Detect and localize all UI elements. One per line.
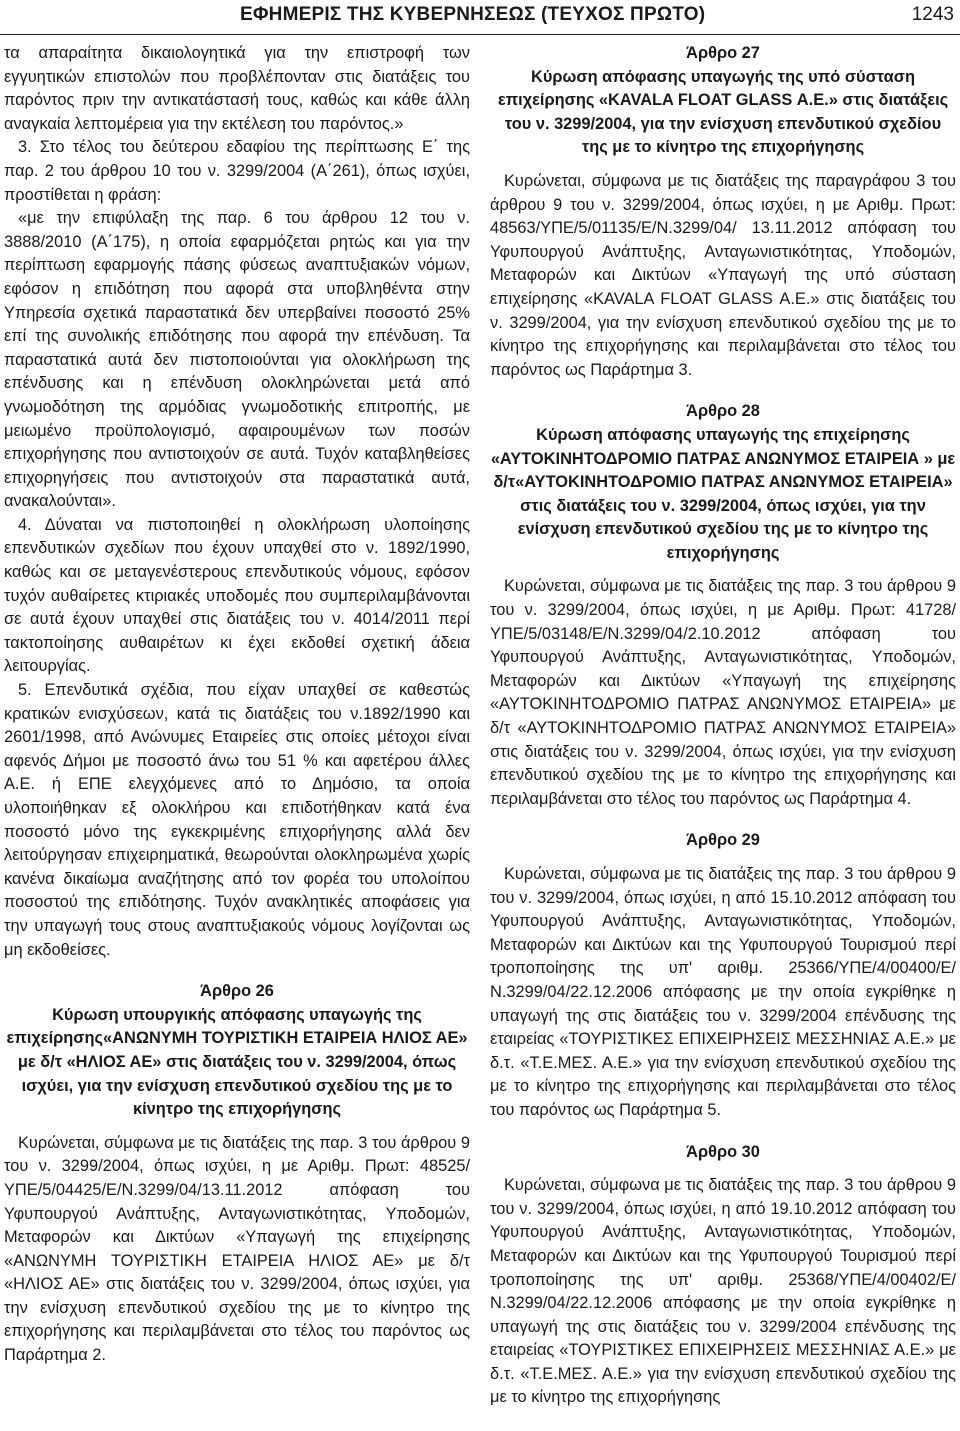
paragraph-continuation: τα απαραίτητα δικαιολογητικά για την επιστροφή των εγγυητικών επιστολών που προβλέπονταν στις διατάξεις του παρόντος πριν την αντικατάστασή τους, καθώς και κάθε άλλη αναγκαία λεπτομέρεια για την εκτέλεση του παρόντος.» [4, 44, 470, 133]
page-header [0, 0, 960, 35]
quoted-amendment: «με την επιφύλαξη της παρ. 6 του άρθρου 12 του ν. 3888/2010 (Α΄175), η οποία εφαρμόζεται ρητώς και για την περίπτωση εφαρμογής πάσης φύσεως αναπτυξιακών νόμων, εφόσον η επιδότηση που αφορά στα υποβληθέντα στην Υπηρεσία σχετικά παραστατικά δεν υπερβαίνει ποσοστό 25% επί της συνολικής επιδότησης που αφορά την επένδυση. Τα παραστατικά αυτά δεν πιστοποιούνται για ολοκλήρωση της επένδυσης και η επένδυση ολοκληρώνεται μετά από γνωμοδότηση της αρμόδιας γνωμοδοτικής επιτροπής, με μειωμένο προϋπολογισμό, αφαιρουμένων των ποσών επιχορήγησης που αντιστοιχούν σε αυτά. Τυχόν καταβληθείσες επιχορηγήσεις που αντιστοιχούν στα παραστατικά αυτά, ανακαλούνται». [4, 209, 470, 511]
article-27-title: Άρθρο 27 [686, 44, 760, 62]
article-26-title: Άρθρο 26 [200, 982, 274, 1001]
article-26 [4, 980, 470, 1122]
article-26-subject: Κύρωση υπουργικής απόφασης υπαγωγής της επιχείρησης«ΑΝΩΝΥΜΗ ΤΟΥΡΙΣΤΙΚΗ ΕΤΑΙΡΕΙΑ ΗΛΙΟΣ ΑΕ» με δ/τ «ΗΛΙΟΣ ΑΕ» στις διατάξεις του ν. 3299/2004, όπως ισχύει, για την ενίσχυση επενδυτικού σχεδίου της με το κίνητρο της επιχορήγησης [6, 1005, 468, 1119]
article-27 [490, 42, 956, 160]
paragraph-3: 3. Στο τέλος του δεύτερου εδαφίου της περίπτωσης Ε΄ της παρ. 2 του άρθρου 10 του ν. 3299/2004 (Α΄261), όπως ισχύει, προστίθεται η φράση: [4, 138, 470, 204]
article-30-title: Άρθρο 30 [686, 1142, 760, 1161]
article-28 [490, 400, 956, 565]
article-28-body: Κυρώνεται, σύμφωνα με τις διατάξεις της παρ. 3 του άρθρου 9 του ν. 3299/2004, όπως ισχύει, η με Αριθμ. Πρωτ: 41728/ΥΠΕ/5/03148/Ε/Ν.3299/04/2.10.2012 απόφαση του Υφυπουργού Ανάπτυξης, Ανταγωνιστικότητας, Υποδομών, Μεταφορών και Δικτύων «Υπαγωγή της επιχείρησης «ΑΥΤΟΚΙΝΗΤΟΔΡΟΜΙΟ ΠΑΤΡΑΣ ΑΝΩΝΥΜΟΣ ΕΤΑΙΡΕΙΑ» με δ/τ «ΑΥΤΟΚΙΝΗΤΟΔΡΟΜΙΟ ΠΑΤΡΑΣ ΑΝΩΝΥΜΟΣ ΕΤΑΙΡΕΙΑ» στις διατάξεις του ν. 3299/2004, όπως ισχύει, για την ενίσχυση επενδυτικού σχεδίου της με το κίνητρο της επιχορήγησης και περιλαμβάνεται στο τέλος του παρόντος ως Παράρτημα 4. [490, 577, 956, 808]
article-30 [490, 1141, 956, 1165]
article-27-subject: Κύρωση απόφασης υπαγωγής της υπό σύσταση επιχείρησης «KAVALA FLOAT GLASS Α.Ε.» στις διατάξεις του ν. 3299/2004, για την ενίσχυση επενδυτικού σχεδίου της με το κίνητρο της επιχορήγησης [497, 67, 949, 157]
article-29 [490, 829, 956, 853]
left-column [4, 42, 470, 1368]
article-29-title: Άρθρο 29 [686, 831, 760, 850]
article-27-body: Κυρώνεται, σύμφωνα με τις διατάξεις της παραγράφου 3 του άρθρου 9 του ν. 3299/2004, όπως ισχύει, η με Αριθμ. Πρωτ: 48563/ΥΠΕ/5/01135/Ε/Ν.3299/04/ 13.11.2012 απόφαση του Υφυπουργού Ανάπτυξης, Ανταγωνιστικότητας, Υποδομών, Μεταφορών και Δικτύων «Υπαγωγή της υπό σύσταση επιχείρησης «KAVALA FLOAT GLASS Α.Ε.» στις διατάξεις του ν. 3299/2004, για την ενίσχυση επενδυτικού σχεδίου της με το κίνητρο της επιχορήγησης και περιλαμβάνεται στο τέλος του παρόντος ως Παράρτημα 3. [490, 171, 956, 379]
gazette-title: ΕΦΗΜΕΡΙΣ ΤΗΣ ΚΥΒΕΡΝΗΣΕΩΣ (ΤΕΥΧΟΣ ΠΡΩΤΟ) [240, 4, 706, 25]
page-number: 1243 [911, 4, 954, 25]
article-30-body: Κυρώνεται, σύμφωνα με τις διατάξεις της παρ. 3 του άρθρου 9 του ν. 3299/2004, όπως ισχύει, η από 19.10.2012 απόφαση του Υφυπουργού Ανάπτυξης, Ανταγωνιστικότητας, Υποδομών, Μεταφορών και Δικτύων και της Υφυπουργού Τουρισμού περί τροποποίησης της υπ' αριθμ. 25368/ΥΠΕ/4/00402/Ε/Ν.3299/04/22.12.2006 απόφασης με την οποία εγκρίθηκε η υπαγωγή της στις διατάξεις του ν. 3299/2004 επένδυσης της εταιρείας «ΤΟΥΡΙΣΤΙΚΕΣ ΕΠΙΧΕΙΡΗΣΕΙΣ ΜΕΣΣΗΝΙΑΣ Α.Ε.» με δ.τ. «Τ.Ε.ΜΕΣ. Α.Ε.» για την ενίσχυση επενδυτικού σχεδίου της με το κίνητρο της επιχορήγησης [490, 1176, 956, 1407]
article-28-title: Άρθρο 28 [686, 402, 760, 421]
article-26-body: Κυρώνεται, σύμφωνα με τις διατάξεις της παρ. 3 του άρθρου 9 του ν. 3299/2004, όπως ισχύει, η με Αριθμ. Πρωτ: 48525/ΥΠΕ/5/04425/Ε/Ν.3299/04/13.11.2012 απόφαση του Υφυπουργού Ανάπτυξης, Ανταγωνιστικότητας, Υποδομών, Μεταφορών και Δικτύων «Υπαγωγή της επιχείρησης «ΑΝΩΝΥΜΗ ΤΟΥΡΙΣΤΙΚΗ ΕΤΑΙΡΕΙΑ ΗΛΙΟΣ ΑΕ» με δ/τ «ΗΛΙΟΣ ΑΕ» στις διατάξεις του ν. 3299/2004, όπως ισχύει, για την ενίσχυση επενδυτικού σχεδίου της με το κίνητρο της επιχορήγησης και περιλαμβάνεται στο τέλος του παρόντος ως Παράρτημα 2. [4, 1133, 470, 1365]
article-28-subject: Κύρωση απόφασης υπαγωγής της επιχείρησης «ΑΥΤΟΚΙΝΗΤΟΔΡΟΜΙΟ ΠΑΤΡΑΣ ΑΝΩΝΥΜΟΣ ΕΤΑΙΡΕΙΑ » με δ/τ«ΑΥΤΟΚΙΝΗΤΟΔΡΟΜΙΟ ΠΑΤΡΑΣ ΑΝΩΝΥΜΟΣ ΕΤΑΙΡΕΙΑ» στις διατάξεις του ν. 3299/2004, όπως ισχύει, για την ενίσχυση επενδυτικού σχεδίου της με το κίνητρο της επιχορήγησης [490, 425, 956, 562]
paragraph-4: 4. Δύναται να πιστοποιηθεί η ολοκλήρωση υλοποίησης επενδυτικών σχεδίων που έχουν υπαχθεί στο ν. 1892/1990, καθώς και σε μεταγενέστερους επενδυτικούς νόμους, εφόσον τυχόν αυθαίρετες κτιριακές υποδομές που συμπεριλαμβάνονται σε αυτά έχουν υπαχθεί στις διατάξεις του ν. 4014/2011 περί τακτοποίησης αυθαιρέτων κι έχει εκδοθεί σχετική άδεια λειτουργίας. [4, 515, 470, 676]
article-29-body: Κυρώνεται, σύμφωνα με τις διατάξεις της παρ. 3 του άρθρου 9 του ν. 3299/2004, όπως ισχύει, η από 15.10.2012 απόφαση του Υφυπουργού Ανάπτυξης, Ανταγωνιστικότητας, Υποδομών, Μεταφορών και Δικτύων και της Υφυπουργού Τουρισμού περί τροποποίησης της υπ' αριθμ. 25366/ΥΠΕ/4/00400/Ε/Ν.3299/04/22.12.2006 απόφασης με την οποία εγκρίθηκε η υπαγωγή της στις διατάξεις του ν. 3299/2004 επένδυσης της εταιρείας «ΤΟΥΡΙΣΤΙΚΕΣ ΕΠΙΧΕΙΡΗΣΕΙΣ ΜΕΣΣΗΝΙΑΣ Α.Ε.» με δ.τ. «Τ.Ε.ΜΕΣ. Α.Ε.» για την ενίσχυση επενδυτικού σχεδίου της με το κίνητρο της επιχορήγησης και περιλαμβάνεται στο τέλος του παρόντος ως Παράρτημα 5. [490, 865, 956, 1119]
right-column [490, 42, 956, 1410]
paragraph-5: 5. Επενδυτικά σχέδια, που είχαν υπαχθεί σε καθεστώς κρατικών ενισχύσεων, κατά τις διατάξεις του ν.1892/1990 και 2601/1998, από Ανώνυμες Εταιρείες στις οποίες μέτοχοι είναι αφενός Δήμοι με ποσοστό άνω του 51 % και αφετέρου άλλες Α.Ε. ή ΕΠΕ ελεγχόμενες από το Δημόσιο, τα οποία υλοποιήθηκαν εξ ολοκλήρου και επιδοτήθηκαν κατά ένα ποσοστό μόνο της εγκεκριμένης επιχορήγησης αλλά δεν λειτούργησαν επιχειρηματικά, θεωρούνται ολοκληρωμένα χωρίς κανένα δικαίωμα αναζήτησης από τον φορέα του υπολοίπου ποσοστού της επιδότησης. Τυχόν ανακλητικές αποφάσεις για την υπαγωγή τους στους αναπτυξιακούς νόμους λογίζονται ως μη εκδοθείσες. [4, 681, 470, 959]
